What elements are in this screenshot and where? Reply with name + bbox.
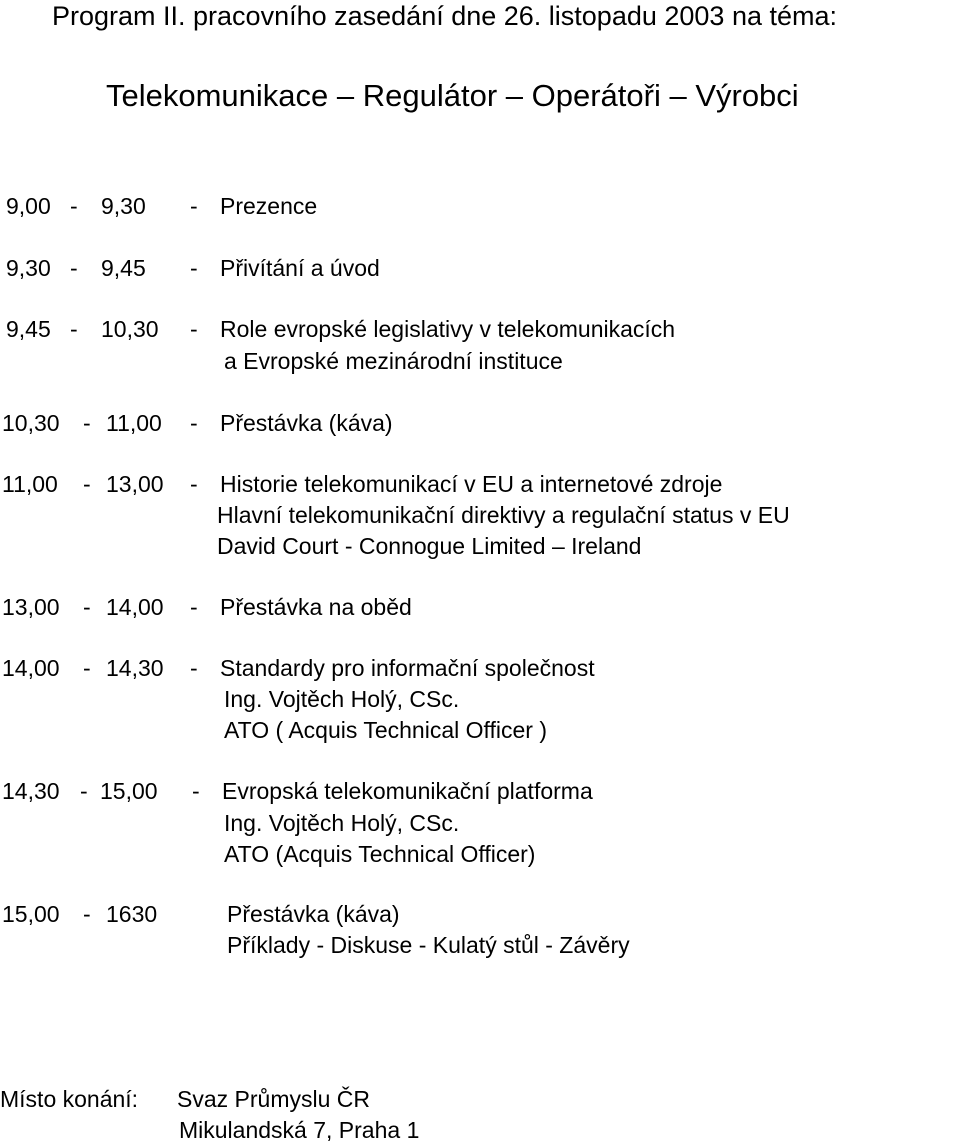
time-separator: - [83, 471, 91, 497]
item-separator: - [190, 255, 198, 281]
time-end: 11,00 [106, 410, 162, 436]
item-text: Evropská telekomunikační platforma [222, 778, 593, 804]
item-text: Přestávka (káva) [227, 901, 400, 927]
item-text: David Court - Connogue Limited – Ireland [217, 533, 642, 559]
time-end: 13,00 [106, 471, 164, 497]
time-separator: - [80, 778, 88, 804]
item-text: Standardy pro informační společnost [220, 655, 595, 681]
item-text: ATO (Acquis Technical Officer) [224, 841, 536, 867]
time-start: 13,00 [2, 594, 60, 620]
item-separator: - [190, 193, 198, 219]
item-separator: - [190, 655, 198, 681]
item-separator: - [192, 778, 200, 804]
time-start: 14,30 [2, 778, 60, 804]
time-start: 11,00 [2, 471, 58, 497]
time-end: 14,00 [106, 594, 164, 620]
time-end: 15,00 [100, 778, 158, 804]
time-end: 9,30 [101, 193, 146, 219]
time-separator: - [83, 410, 91, 436]
page-subtitle: Telekomunikace – Regulátor – Operátoři – Výrobci [106, 78, 799, 113]
time-start: 9,30 [6, 255, 51, 281]
time-end: 10,30 [101, 316, 159, 342]
time-separator: - [83, 655, 91, 681]
item-separator: - [190, 594, 198, 620]
item-text: Příklady - Diskuse - Kulatý stůl - Závěry [227, 932, 630, 958]
time-start: 15,00 [2, 901, 60, 927]
time-end: 9,45 [101, 255, 146, 281]
time-end: 14,30 [106, 655, 164, 681]
item-text: a Evropské mezinárodní instituce [224, 348, 563, 374]
time-separator: - [83, 901, 91, 927]
time-start: 9,45 [6, 316, 51, 342]
item-text: Ing. Vojtěch Holý, CSc. [224, 810, 460, 836]
item-text: ATO ( Acquis Technical Officer ) [224, 717, 547, 743]
item-text: Historie telekomunikací v EU a internetové zdroje [220, 471, 723, 497]
item-text: Přivítání a úvod [220, 255, 380, 281]
time-start: 9,00 [6, 193, 51, 219]
page-title: Program II. pracovního zasedání dne 26. listopadu 2003 na téma: [52, 1, 838, 31]
venue-name: Svaz Průmyslu ČR [177, 1086, 370, 1112]
item-text: Role evropské legislativy v telekomunikacích [220, 316, 676, 342]
time-separator: - [70, 316, 78, 342]
item-text: Přestávka na oběd [220, 594, 412, 620]
time-end: 1630 [106, 901, 158, 927]
time-separator: - [83, 594, 91, 620]
time-start: 14,00 [2, 655, 60, 681]
item-separator: - [190, 410, 198, 436]
time-separator: - [70, 193, 78, 219]
item-separator: - [190, 471, 198, 497]
item-text: Hlavní telekomunikační direktivy a regulační status v EU [217, 502, 790, 528]
venue-label: Místo konání: [0, 1086, 139, 1112]
item-text: Prezence [220, 193, 318, 219]
item-text: Ing. Vojtěch Holý, CSc. [224, 686, 460, 712]
venue-address: Mikulandská 7, Praha 1 [179, 1117, 420, 1143]
item-text: Přestávka (káva) [220, 410, 393, 436]
time-separator: - [70, 255, 78, 281]
time-start: 10,30 [2, 410, 60, 436]
item-separator: - [190, 316, 198, 342]
